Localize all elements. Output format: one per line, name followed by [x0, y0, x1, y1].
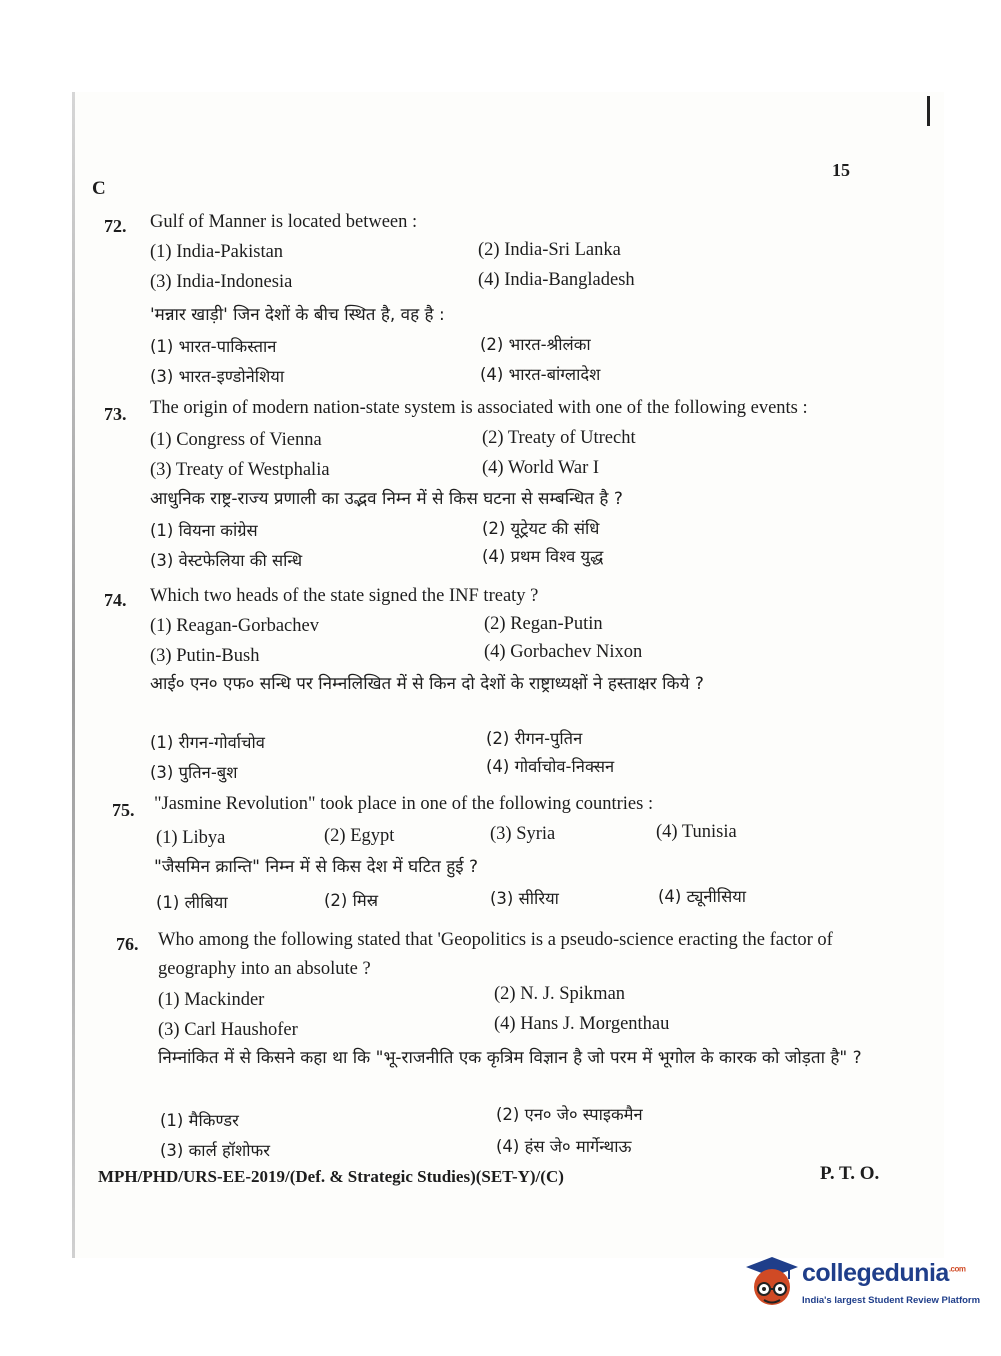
option-4-en: (4) India-Bangladesh	[478, 270, 635, 290]
option-4-hi: (4) भारत-बांग्लादेश	[480, 365, 601, 384]
question-number: 76.	[116, 934, 139, 954]
option-3-en: (3) Carl Haushofer	[158, 1020, 298, 1040]
question-text-en: Which two heads of the state signed the INF treaty ?	[150, 586, 539, 606]
collegedunia-watermark	[742, 1253, 981, 1313]
option-1-hi: (1) भारत-पाकिस्तान	[150, 337, 277, 356]
option-2-en: (2) India-Sri Lanka	[478, 240, 621, 260]
question-text-en: Gulf of Manner is located between :	[150, 212, 418, 232]
question-text-en: Who among the following stated that 'Geopolitics is a pseudo-science eracting the factor of geography into an absolute ?	[158, 930, 833, 979]
pto-label: P. T. O.	[820, 1163, 880, 1184]
option-2-hi: (2) भारत-श्रीलंका	[480, 335, 591, 354]
option-3-hi: (3) वेस्टफेलिया की सन्धि	[150, 551, 303, 570]
option-4-hi: (4) प्रथम विश्व युद्ध	[482, 547, 604, 566]
option-3-hi: (3) पुतिन-बुश	[150, 763, 238, 782]
option-4-en: (4) Tunisia	[656, 822, 737, 842]
option-3-en: (3) Putin-Bush	[150, 646, 260, 666]
option-3-hi: (3) कार्ल हॉशोफर	[160, 1141, 270, 1160]
option-1-hi: (1) रीगन-गोर्वाचोव	[150, 733, 265, 752]
option-3-en: (3) Syria	[490, 824, 556, 844]
option-1-hi: (1) मैकिण्डर	[160, 1111, 239, 1130]
option-3-hi: (3) सीरिया	[490, 889, 559, 908]
option-4-en: (4) World War I	[482, 458, 600, 478]
option-2-hi: (2) एन० जे० स्पाइकमैन	[496, 1105, 643, 1124]
question-text-hi: आई० एन० एफ० सन्धि पर निम्नलिखित में से किन दो देशों के राष्ट्राध्यक्षों ने हस्ताक्षर किये ?	[150, 674, 704, 694]
option-1-en: (1) Libya	[156, 828, 226, 848]
question-text-hi: आधुनिक राष्ट्र-राज्य प्रणाली का उद्भव निम्न में से किस घटना से सम्बन्धित है ?	[150, 489, 623, 509]
option-4-en: (4) Gorbachev Nixon	[484, 642, 643, 662]
mascot-icon	[742, 1253, 800, 1311]
option-1-hi: (1) वियना कांग्रेस	[150, 521, 258, 540]
option-2-en: (2) N. J. Spikman	[494, 984, 626, 1004]
option-1-en: (1) Mackinder	[158, 990, 265, 1010]
option-4-hi: (4) गोर्वाचोव-निक्सन	[486, 757, 615, 776]
page-number: 15	[832, 160, 850, 180]
question-number: 72.	[104, 216, 127, 236]
option-3-hi: (3) भारत-इण्डोनेशिया	[150, 367, 285, 386]
scan-edge-shadow	[72, 92, 75, 1258]
option-3-en: (3) Treaty of Westphalia	[150, 460, 330, 480]
option-2-hi: (2) रीगन-पुतिन	[486, 729, 583, 748]
paper-code: MPH/PHD/URS-EE-2019/(Def. & Strategic Studies)(SET-Y)/(C)	[98, 1167, 564, 1186]
question-text-en: "Jasmine Revolution" took place in one of the following countries :	[154, 794, 654, 814]
option-3-en: (3) India-Indonesia	[150, 272, 293, 292]
option-2-hi: (2) यूट्रेयट की संधि	[482, 519, 600, 538]
question-number: 73.	[104, 404, 127, 424]
question-number: 74.	[104, 590, 127, 610]
option-2-en: (2) Egypt	[324, 826, 395, 846]
scan-mark	[927, 96, 930, 126]
brand-name: collegedunia$^{.com}$	[802, 1259, 966, 1287]
question-number: 75.	[112, 800, 135, 820]
option-2-en: (2) Regan-Putin	[484, 614, 603, 634]
option-1-en: (1) Congress of Vienna	[150, 430, 322, 450]
question-text-hi: निम्नांकित में से किसने कहा था कि "भू-राजनीति एक कृत्रिम विज्ञान है जो परम में भूगोल के कारक को जोड़ता है" ?	[158, 1048, 862, 1068]
option-1-hi: (1) लीबिया	[156, 893, 228, 912]
brand-tagline: India's largest Student Review Platform	[802, 1295, 981, 1306]
question-text-hi: "जैसमिन क्रान्ति" निम्न में से किस देश में घटित हुई ?	[154, 857, 479, 877]
set-code: C	[92, 178, 106, 199]
option-1-en: (1) Reagan-Gorbachev	[150, 616, 319, 636]
option-4-en: (4) Hans J. Morgenthau	[494, 1014, 670, 1034]
option-4-hi: (4) हंस जे० मार्गेन्थाऊ	[496, 1137, 632, 1156]
option-2-hi: (2) मिस्र	[324, 891, 379, 910]
option-2-en: (2) Treaty of Utrecht	[482, 428, 636, 448]
option-1-en: (1) India-Pakistan	[150, 242, 284, 262]
question-text-hi: 'मन्नार खाड़ी' जिन देशों के बीच स्थित है, वह है :	[150, 305, 445, 325]
question-text-en: The origin of modern nation-state system is associated with one of the following events :	[150, 398, 808, 418]
option-4-hi: (4) ट्यूनीसिया	[658, 887, 747, 906]
